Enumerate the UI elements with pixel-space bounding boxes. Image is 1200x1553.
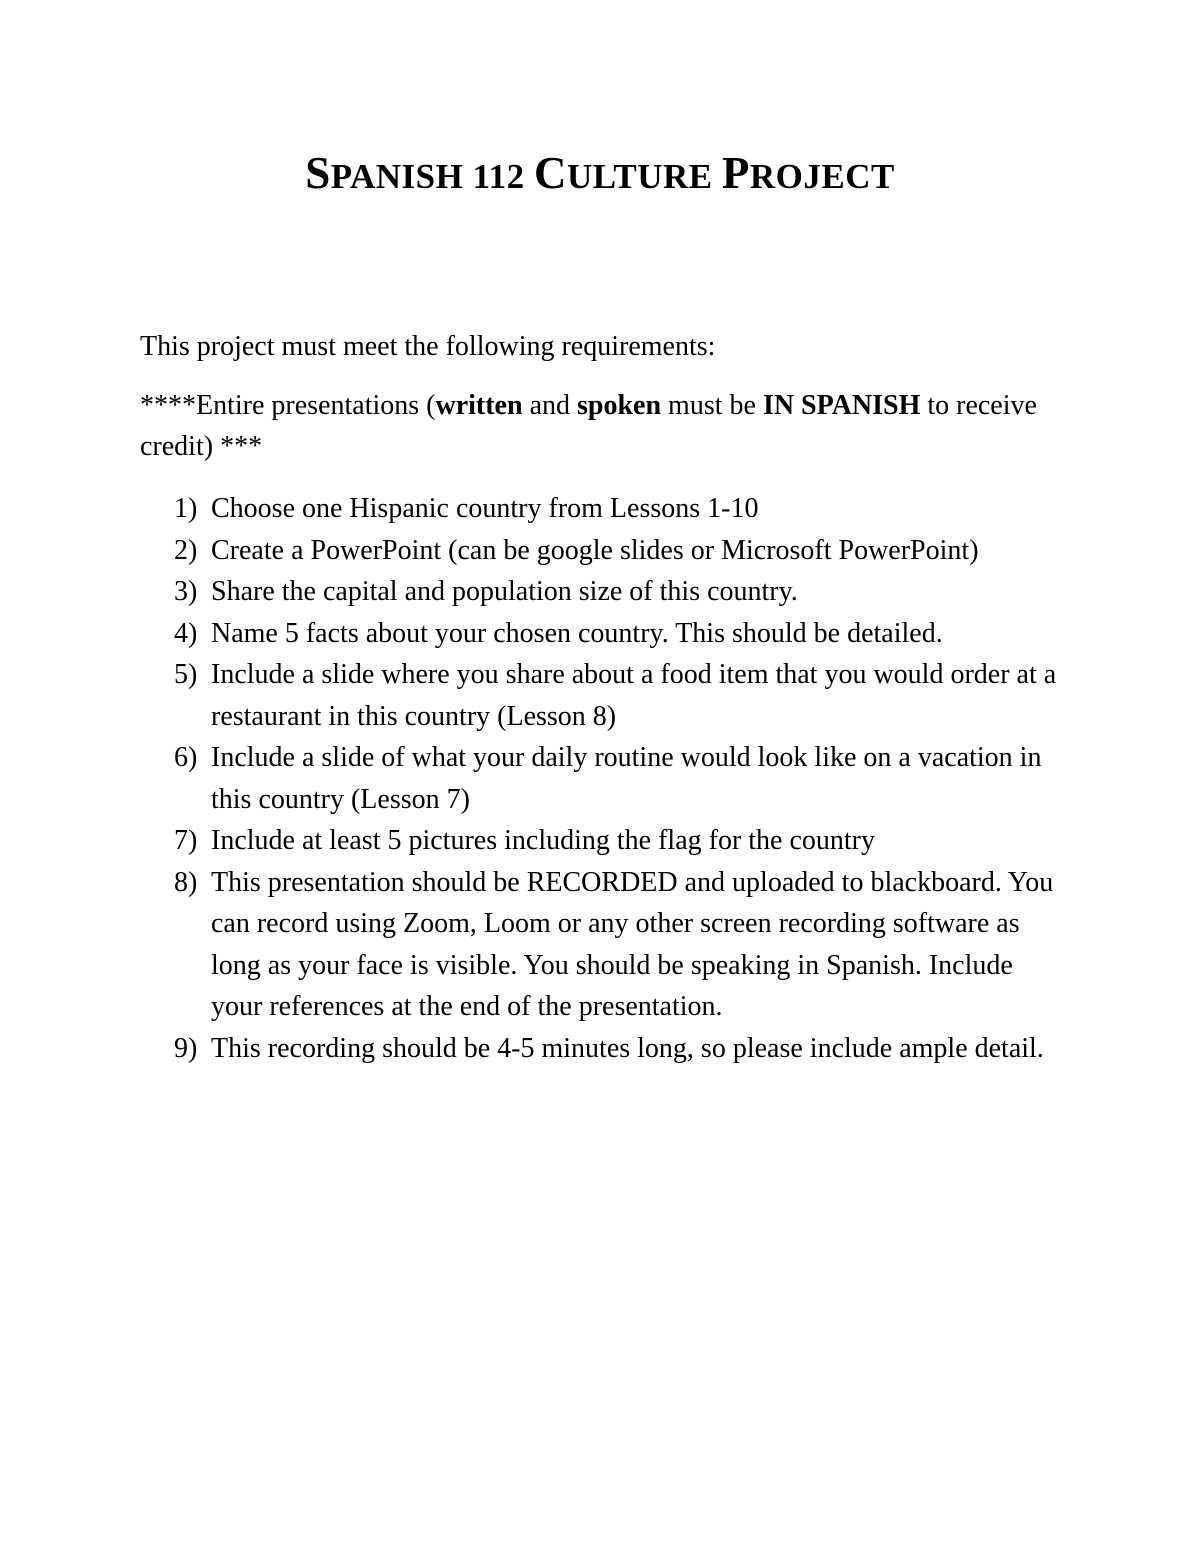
- list-item-number: 7): [174, 825, 198, 856]
- list-item-text: Create a PowerPoint (can be google slides or Microsoft PowerPoint): [211, 534, 979, 566]
- list-item-number: 1): [174, 493, 198, 524]
- list-item: [140, 820, 1070, 862]
- list-item-number: 6): [174, 742, 198, 773]
- list-item: [140, 654, 1070, 737]
- list-item: [140, 862, 1070, 1028]
- list-item-number: 3): [174, 576, 198, 607]
- list-item-text: This presentation should be RECORDED and uploaded to blackboard. You can record using Zoom, Loom or any other screen recording software as long as your face is visible. You should be speaking in Spanish. Include your references at the end of the presentation.: [211, 866, 1054, 1022]
- list-item: [140, 737, 1070, 820]
- list-item-number: 9): [174, 1032, 198, 1064]
- page-title: SPANISH 112 CULTURE PROJECT: [305, 148, 895, 198]
- list-item: [140, 1028, 1070, 1070]
- list-item-number: 5): [174, 659, 198, 690]
- bold-spoken: spoken: [577, 390, 662, 421]
- spanish-requirement-note: ****Entire presentations (written and spoken must be IN SPANISH to receive credit) ***: [140, 390, 1037, 462]
- intro-text: This project must meet the following requirements:: [140, 331, 716, 362]
- list-item-text: Include a slide where you share about a food item that you would order at a restaurant in this country (Lesson 8): [211, 659, 1057, 732]
- list-item-text: Name 5 facts about your chosen country. This should be detailed.: [211, 617, 943, 649]
- list-item-text: Include a slide of what your daily routine would look like on a vacation in this country (Lesson 7): [211, 742, 1042, 815]
- list-item-number: 2): [174, 534, 198, 566]
- list-item-text: This recording should be 4-5 minutes long, so please include ample detail.: [211, 1032, 1044, 1064]
- bold-written: written: [435, 390, 523, 421]
- list-item-text: Share the capital and population size of this country.: [211, 576, 798, 607]
- list-item-text: Choose one Hispanic country from Lessons 1-10: [211, 493, 759, 524]
- list-item-number: 8): [174, 866, 198, 898]
- list-item: [140, 488, 1070, 530]
- list-item: [140, 530, 1070, 572]
- list-item-text: Include at least 5 pictures including the flag for the country: [211, 825, 876, 856]
- requirements-list: [140, 488, 1070, 1069]
- list-item: [140, 613, 1070, 655]
- bold-in-spanish: IN SPANISH: [762, 390, 921, 421]
- list-item-number: 4): [174, 617, 198, 649]
- list-item: [140, 571, 1070, 613]
